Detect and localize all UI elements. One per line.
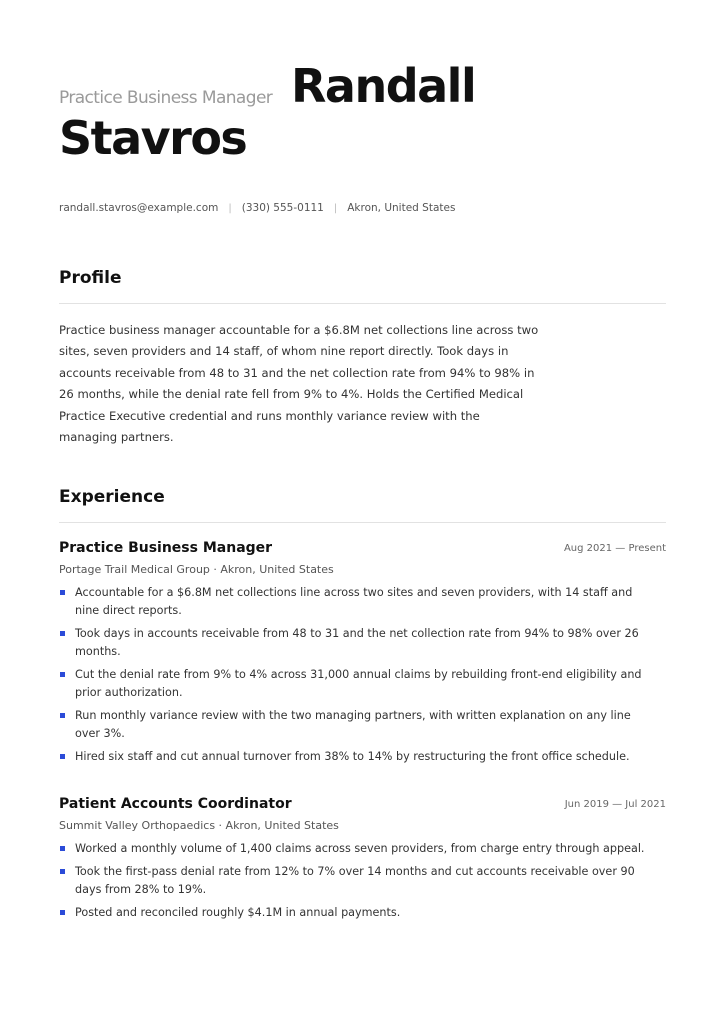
bullet-text: Worked a monthly volume of 1,400 claims across seven providers, from charge entry through appeal. <box>75 842 645 855</box>
job-bullets <box>59 584 659 771</box>
job-title: Practice Business Manager <box>59 540 273 556</box>
list-item <box>59 904 659 922</box>
profile-summary: Practice business manager accountable for a $6.8M net collections line across two sites, seven providers and 14 staff, of whom nine report directly. Took days in accounts receivable from 48 to 31 and the net collection rate from 94% to 98% in 26 months, while the denial rate fell from 9% to 4%. Holds the Certified Medical Practice Executive credential and runs monthly variance review with the managing partners. <box>59 323 539 445</box>
contact-phone[interactable]: (330) 555-0111 <box>241 202 324 214</box>
list-item <box>59 863 659 899</box>
square-bullet-icon <box>60 631 65 636</box>
bullet-text: Run monthly variance review with the two managing partners, with written explanation on any line over 3%. <box>75 709 631 740</box>
job-organization: Summit Valley Orthopaedics · Akron, United States <box>59 819 339 832</box>
profile-heading: Profile <box>59 268 122 288</box>
bullet-text: Took the first-pass denial rate from 12% to 7% over 14 months and cut accounts receivable over 90 days from 28% to 19%. <box>75 865 635 896</box>
square-bullet-icon <box>60 590 65 595</box>
list-item <box>59 748 659 766</box>
job-role-title: Practice Business Manager <box>59 88 273 108</box>
contact-email[interactable]: randall.stavros@example.com <box>59 202 219 214</box>
list-item <box>59 707 659 743</box>
contact-separator: | <box>228 202 232 214</box>
bullet-text: Hired six staff and cut annual turnover from 38% to 14% by restructuring the front office schedule. <box>75 750 630 763</box>
job-dates: Aug 2021 — Present <box>563 543 666 554</box>
square-bullet-icon <box>60 869 65 874</box>
contact-line <box>59 200 455 216</box>
list-item <box>59 666 659 702</box>
job-dates: Jun 2019 — Jul 2021 <box>564 799 666 810</box>
last-name: Stavros <box>59 111 247 165</box>
experience-heading: Experience <box>59 487 165 507</box>
job-bullets <box>59 840 659 927</box>
square-bullet-icon <box>60 713 65 718</box>
bullet-text: Took days in accounts receivable from 48 to 31 and the net collection rate from 94% to 98% over 26 months. <box>75 627 639 658</box>
bullet-text: Accountable for a $6.8M net collections line across two sites and seven providers, with 14 staff and nine direct reports. <box>75 586 633 617</box>
bullet-text: Posted and reconciled roughly $4.1M in annual payments. <box>75 906 401 919</box>
bullet-text: Cut the denial rate from 9% to 4% across 31,000 annual claims by rebuilding front-end eligibility and prior authorization. <box>75 668 642 699</box>
contact-separator: | <box>333 202 338 214</box>
section-divider <box>59 303 666 304</box>
list-item <box>59 840 659 858</box>
square-bullet-icon <box>60 910 65 915</box>
list-item <box>59 625 659 661</box>
square-bullet-icon <box>60 754 65 759</box>
square-bullet-icon <box>60 846 65 851</box>
job-title: Patient Accounts Coordinator <box>59 796 292 812</box>
contact-location: Akron, United States <box>347 202 456 214</box>
first-name: Randall <box>291 59 476 113</box>
job-organization: Portage Trail Medical Group · Akron, United States <box>59 563 334 576</box>
section-divider <box>59 522 666 523</box>
square-bullet-icon <box>60 672 65 677</box>
list-item <box>59 584 659 620</box>
